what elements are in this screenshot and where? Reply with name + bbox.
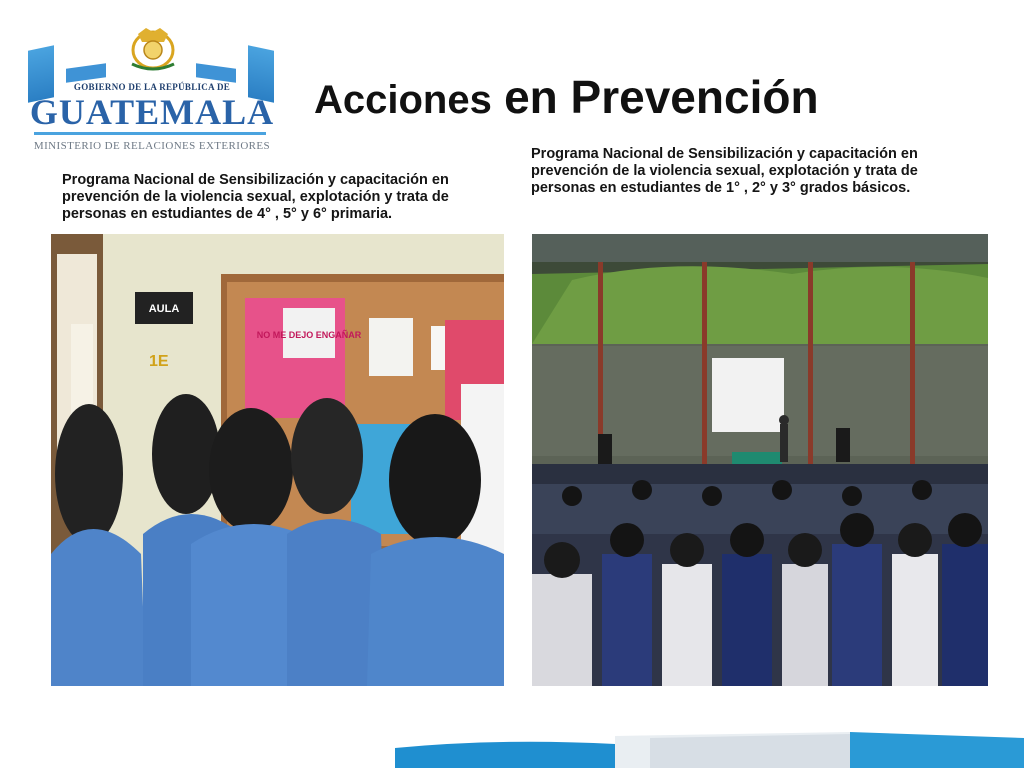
logo-ministry-text: MINISTERIO DE RELACIONES EXTERIORES	[33, 140, 271, 152]
classroom-sign: AULA	[148, 303, 180, 315]
flag-ribbon-mid-left	[66, 63, 106, 83]
poster-text: NO ME DEJO ENGAÑAR	[256, 330, 362, 340]
coat-of-arms-icon	[124, 24, 182, 72]
logo-government-text: GOBIERNO DE LA REPÚBLICA DE	[73, 82, 231, 92]
title-part-2: en Prevención	[504, 71, 819, 123]
logo-country-name: GUATEMALA	[29, 92, 275, 132]
logo-divider	[34, 132, 266, 135]
ministry-logo	[28, 22, 276, 162]
title-part-1: Acciones	[314, 78, 492, 122]
seated-audience	[532, 480, 988, 686]
left-caption: Programa Nacional de Sensibilización y capacitación en prevención de la violencia sexual, explotación y trata de personas en estudiantes de 4° , 5° y 6° primaria.	[62, 172, 449, 222]
slide-title	[314, 70, 819, 124]
classroom-number: 1E	[149, 353, 169, 370]
right-caption: Programa Nacional de Sensibilización y capacitación en prevención de la violencia sexual, explotación y trata de personas en estudiantes de 1° , 2° y 3° grados básicos.	[531, 146, 918, 196]
footer-banner	[0, 708, 1024, 768]
projection-screen	[712, 358, 784, 432]
classroom-photo	[51, 234, 504, 686]
assembly-photo	[532, 234, 988, 686]
flag-ribbon-mid-right	[196, 63, 236, 83]
